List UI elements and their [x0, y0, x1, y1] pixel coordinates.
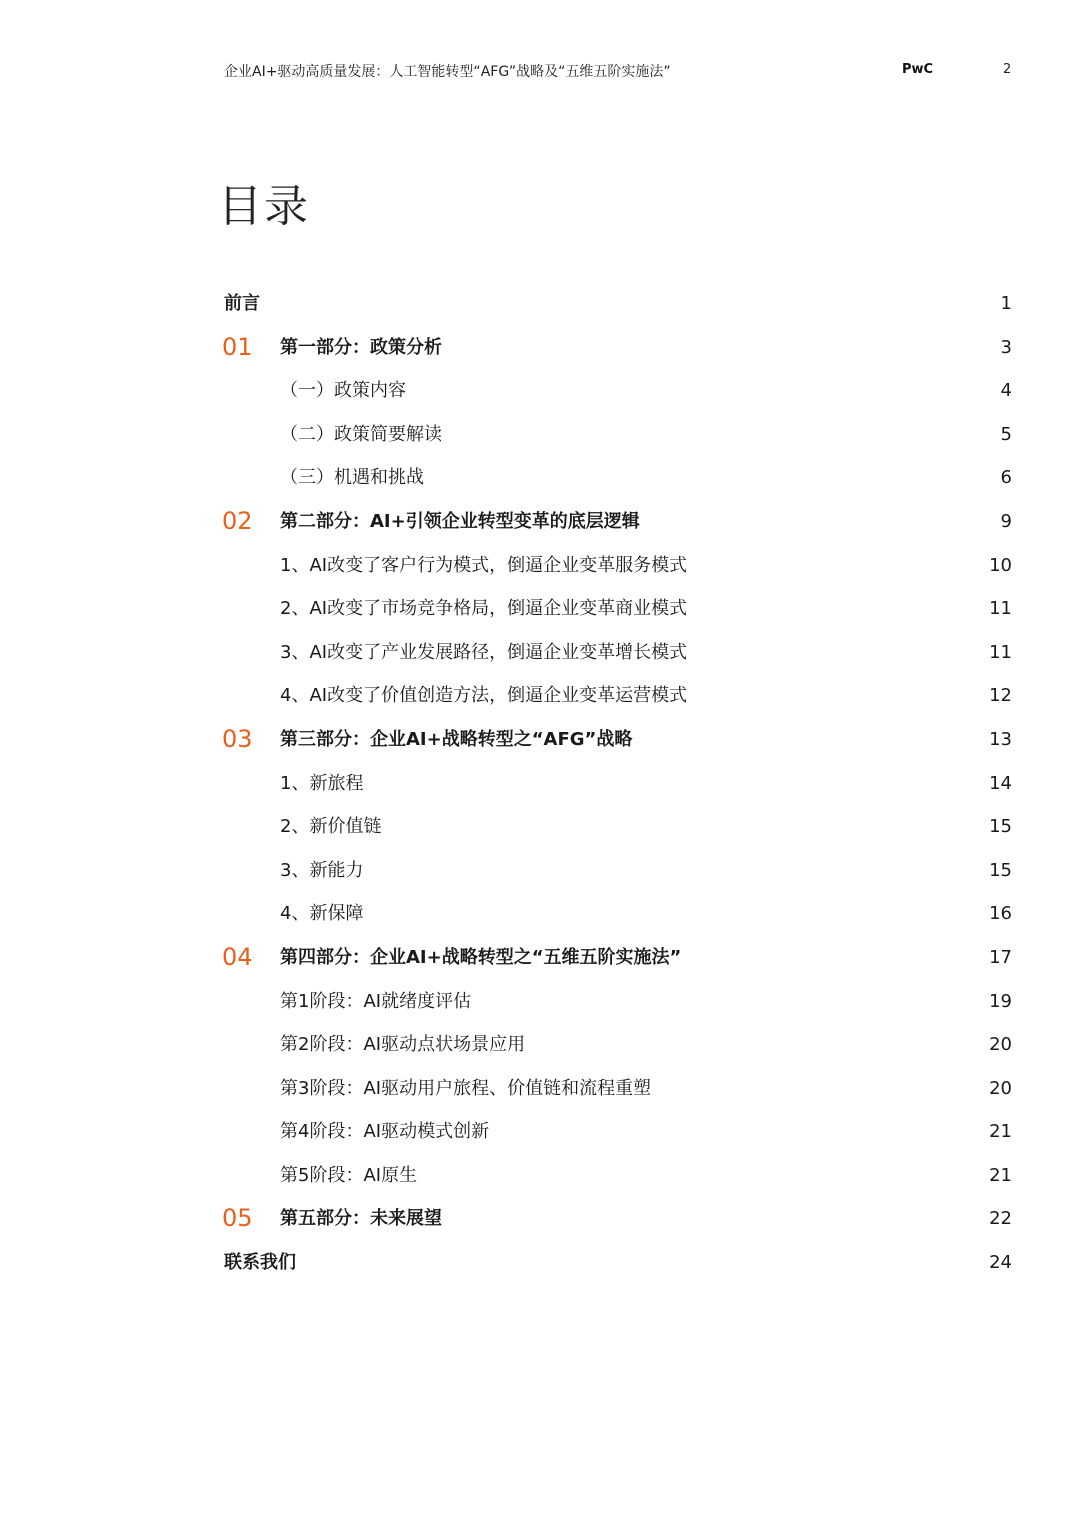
toc-entry-page: 21 — [989, 1164, 1012, 1186]
toc-entry[interactable] — [0, 544, 1080, 588]
toc-entry[interactable] — [0, 369, 1080, 413]
toc-entry-label: （一）政策内容 — [280, 380, 406, 402]
toc-entry[interactable] — [0, 892, 1080, 936]
toc-entry[interactable] — [0, 1241, 1080, 1285]
toc-entry-label: 4、AI改变了价值创造方法，倒逼企业变革运营模式 — [280, 685, 688, 707]
toc-entry[interactable] — [0, 1067, 1080, 1111]
page-number: 2 — [1003, 62, 1012, 77]
toc-entry-page: 22 — [989, 1208, 1012, 1230]
toc-entry-page: 20 — [989, 1034, 1012, 1056]
toc-entry-page: 19 — [989, 990, 1012, 1012]
toc-entry-page: 11 — [989, 641, 1012, 663]
toc-entry-page: 3 — [1000, 336, 1012, 358]
toc-entry[interactable] — [0, 456, 1080, 500]
toc-entry-label: 第三部分：企业AI+战略转型之“AFG”战略 — [280, 728, 633, 750]
toc-part-number: 05 — [222, 1204, 253, 1233]
toc-entry-page: 13 — [989, 728, 1012, 750]
toc-entry-page: 15 — [989, 859, 1012, 881]
toc-entry-label: 1、AI改变了客户行为模式，倒逼企业变革服务模式 — [280, 554, 688, 576]
toc-entry[interactable] — [0, 674, 1080, 718]
toc-entry[interactable] — [0, 718, 1080, 762]
toc-entry-label: 1、新旅程 — [280, 772, 364, 794]
toc-entry[interactable] — [0, 1154, 1080, 1198]
toc-entry-page: 20 — [989, 1077, 1012, 1099]
toc-entry[interactable] — [0, 980, 1080, 1024]
toc-entry-page: 9 — [1000, 510, 1012, 532]
toc-entry-page: 11 — [989, 598, 1012, 620]
toc-entry[interactable] — [0, 587, 1080, 631]
toc-entry-label: 第5阶段：AI原生 — [280, 1164, 418, 1186]
toc-entry-page: 24 — [989, 1252, 1012, 1274]
toc-part-number: 04 — [222, 942, 253, 971]
toc-entry-label: 第4阶段：AI驱动模式创新 — [280, 1121, 490, 1143]
toc-part-number: 02 — [222, 506, 253, 535]
toc-entry-label: （二）政策简要解读 — [280, 423, 442, 445]
toc-entry-label: 2、新价值链 — [280, 816, 382, 838]
toc-entry[interactable] — [0, 1110, 1080, 1154]
toc-entry-label: 第四部分：企业AI+战略转型之“五维五阶实施法” — [280, 946, 682, 968]
toc-entry-label: 2、AI改变了市场竞争格局，倒逼企业变革商业模式 — [280, 598, 688, 620]
toc-entry[interactable] — [0, 282, 1080, 326]
toc-entry-page: 1 — [1000, 293, 1012, 314]
toc-entry[interactable] — [0, 805, 1080, 849]
toc-part-number: 01 — [222, 332, 253, 361]
toc-entry-label: 第五部分：未来展望 — [280, 1208, 442, 1230]
toc-entry-label: 4、新保障 — [280, 903, 364, 925]
toc-entry-page: 14 — [989, 772, 1012, 794]
toc-entry-page: 12 — [989, 685, 1012, 707]
document-title: 企业AI+驱动高质量发展：人工智能转型“AFG”战略及“五维五阶实施法” — [224, 64, 671, 80]
toc-entry-label: 第二部分：AI+引领企业转型变革的底层逻辑 — [280, 510, 640, 532]
toc-entry-page: 6 — [1000, 467, 1012, 489]
toc-entry-label: 3、AI改变了产业发展路径，倒逼企业变革增长模式 — [280, 641, 688, 663]
toc-entry-page: 15 — [989, 816, 1012, 838]
toc-entry-page: 21 — [989, 1121, 1012, 1143]
toc-entry[interactable] — [0, 936, 1080, 980]
toc-entry-label: （三）机遇和挑战 — [280, 467, 424, 489]
toc-entry-page: 4 — [1000, 380, 1012, 402]
toc-entry-page: 16 — [989, 903, 1012, 925]
toc-entry-page: 5 — [1000, 423, 1012, 445]
toc-entry-label: 第3阶段：AI驱动用户旅程、价值链和流程重塑 — [280, 1077, 652, 1099]
toc-entry[interactable] — [0, 1197, 1080, 1241]
toc-entry-label: 第一部分：政策分析 — [280, 336, 442, 358]
toc-entry[interactable] — [0, 326, 1080, 370]
toc-entry-label: 第2阶段：AI驱动点状场景应用 — [280, 1034, 526, 1056]
toc-heading: 目录 — [218, 181, 310, 232]
toc-entry-label: 第1阶段：AI就绪度评估 — [280, 990, 472, 1012]
toc-entry-label: 联系我们 — [224, 1252, 296, 1274]
toc-entry[interactable] — [0, 1023, 1080, 1067]
toc-entry[interactable] — [0, 631, 1080, 675]
toc-entry-page: 10 — [989, 554, 1012, 576]
brand-logo-text: PwC — [902, 62, 934, 77]
table-of-contents — [0, 282, 1080, 1285]
toc-entry-label: 前言 — [224, 293, 260, 314]
toc-entry[interactable] — [0, 500, 1080, 544]
toc-entry[interactable] — [0, 762, 1080, 806]
toc-entry-page: 17 — [989, 946, 1012, 968]
toc-entry[interactable] — [0, 413, 1080, 457]
toc-entry-label: 3、新能力 — [280, 859, 364, 881]
toc-part-number: 03 — [222, 724, 253, 753]
toc-entry[interactable] — [0, 849, 1080, 893]
